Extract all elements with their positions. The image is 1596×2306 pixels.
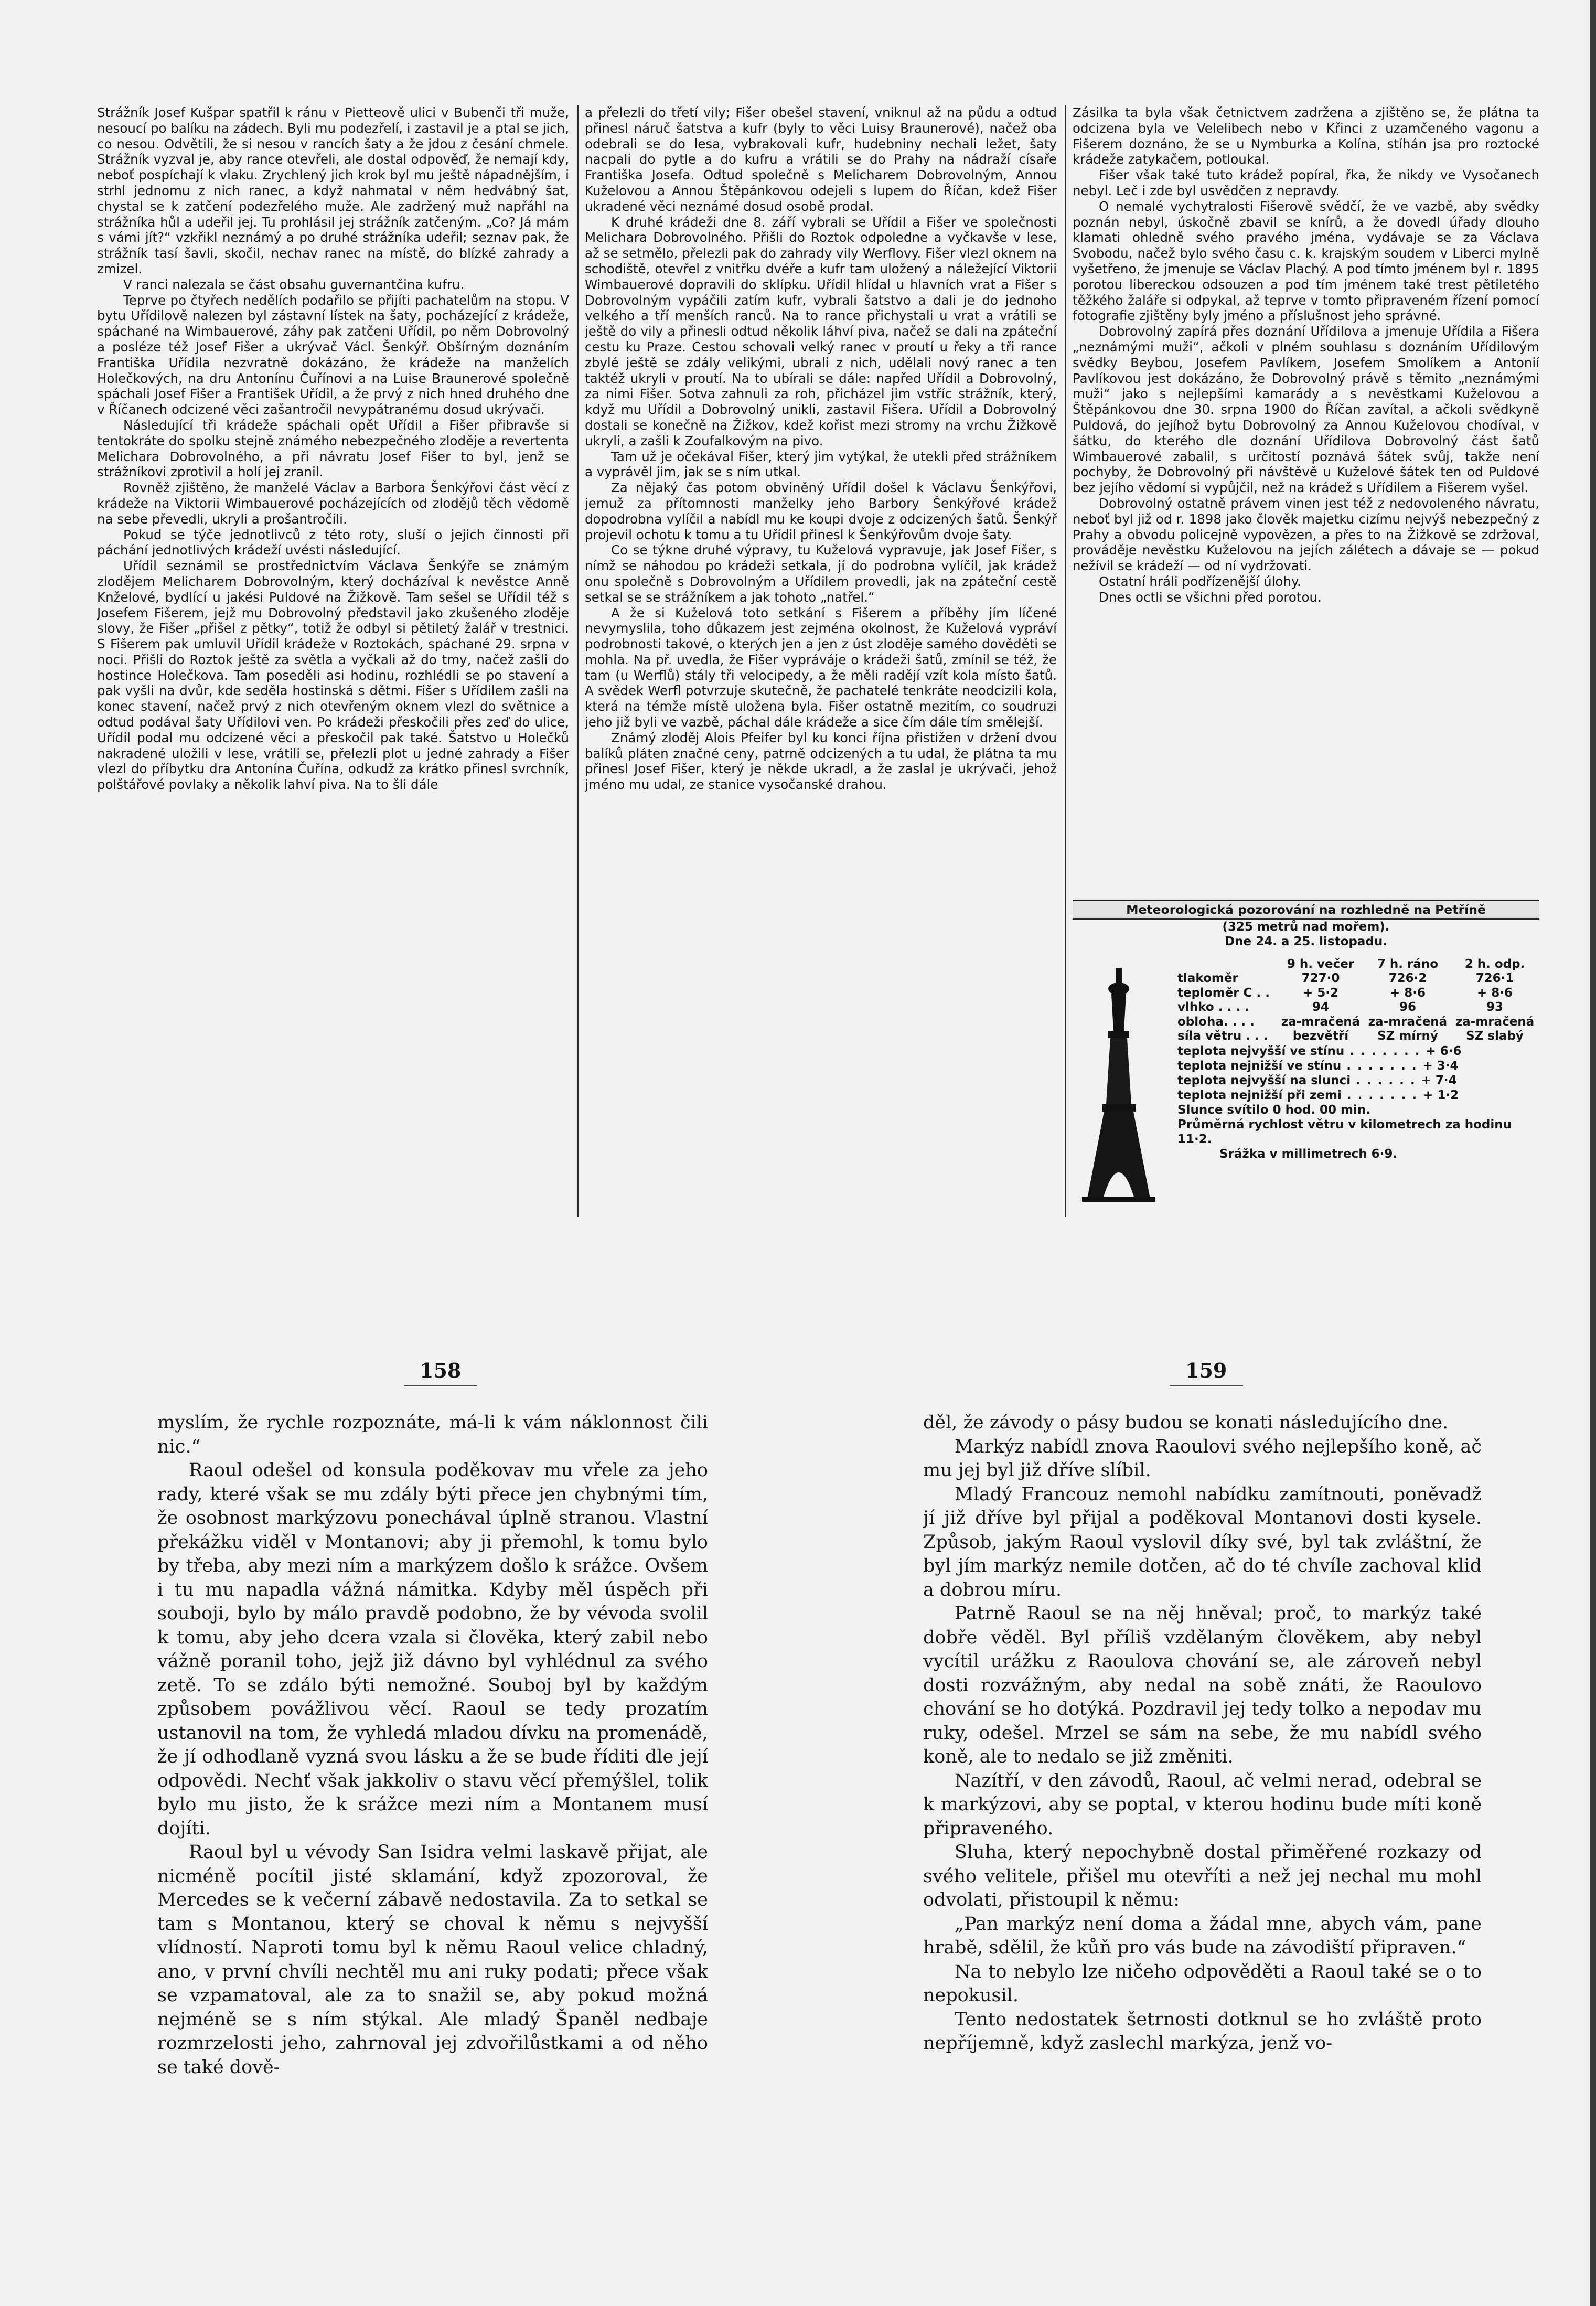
cell: + 8·6 — [1389, 986, 1426, 1000]
paragraph: Uřídil seznámil se prostřednictvím Václava Šenkýře se známým zlodějem Melicharem Dobrovolným, který docházíval k nevěstce Anně Knželové, bydlící u jakési Puldové na Žižkově. Tam sešel se Uřídil též s Josefem Fišerem, jejž mu Dobrovolný představil jako zkušeného zloděje slovy, že Fišer „přišel z pětky“, totiž že odbyl si pětiletý žalář v trestnici. S Fišerem pak umluvil Uřídil krádeže v Roztokách, spáchané 29. srpna v noci. Přišli do Roztok ještě za světla a vyčkali až do tmy, načež zašli do hostince Holečkova. Tam poseděli asi hodinu, rozhlédli se po stavení a pak vyšli na dvůr, kde seděla hostinská s dětmi. Fišer s Uřídilem zašli na konec stavení, načež prvý z nich otevřeným oknem vlezl do světnice a odtud podával šaty Uřídilovi ven. Po krádeži přeskočili přes zeď do ulice, Uřídil podal mu odcizené věci a přeskočil pak také. Šatstvo u Holečků nakradené uložili v lese, vrátili se, přelezli plot u jedné zahrady a Fišer vlezl do příbytku dra Antonína Čuřína, odkudž za krátko přinesl svrchník, polštářové povlaky a několik lahví piva. Na to šli dále — [97, 558, 569, 793]
paragraph: Nazítří, v den závodů, Raoul, ač velmi nerad, odebral se k markýzovi, aby se poptal, v kterou hodinu bude míti koně připraveného. — [923, 1770, 1482, 1839]
paragraph: Za nějaký čas potom obviněný Uřídil došel k Václavu Šenkýřovi, jemuž za přítomnosti manželky jeho Barbory Šenkýřové krádež dopodrobna vylíčil a nabídl mu ke koupi dvoje z odcizených šatů. Šenkýř projevil ochotu k tomu a tu Uřídil přinesl k Šenkýřovům dvoje šaty. — [585, 480, 1057, 542]
weather-report — [1073, 900, 1539, 1217]
cell: SZ mírný — [1377, 1029, 1438, 1043]
column-header: 2 h. odp. — [1464, 957, 1525, 971]
weather-row — [1177, 971, 1539, 986]
weather-date: Dne 24. a 25. listopadu. — [1225, 935, 1387, 948]
scan-edge — [1590, 0, 1596, 2306]
paragraph: Fišer však také tuto krádež popíral, řka, že nikdy ve Vysočanech nebyl. Leč i zde byl usvědčen z nepravdy. — [1073, 167, 1539, 198]
cell: za-mračená — [1281, 1015, 1361, 1029]
book-page-left — [157, 1411, 708, 2250]
weather-sun: Slunce svítilo 0 hod. 00 min. — [1177, 1103, 1370, 1117]
column-header: 7 h. ráno — [1377, 957, 1439, 971]
row-label: teploměr C . . — [1177, 986, 1270, 1000]
paragraph: Raoul odešel od konsula poděkovav mu vřele za jeho rady, které však se mu zdály býti přece jen chybnými tím, že osobnost markýzovu ponechával úplně stranou. Vlastní překážku viděl v Montanovi; aby ji přemohl, k tomu bylo by třeba, aby mezi ním a markýzem došlo k srážce. Ovšem i tu mu napadla vážná námitka. Kdyby měl úspěch při souboji, bylo by málo pravdě podobno, že by vévoda svolil k tomu, aby jeho dcera vzala si člověka, který zabil nebo vážně poranil toho, jejž již dávno byl vyhlédnul za svého zetě. To se zdálo býti nemožné. Souboj byl by každým způsobem povážlivou věcí. Raoul se tedy prozatím ustanovil na tom, že vyhledá mladou dívku na promenádě, že jí odhodlaně vyzná svou lásku a že se bude říditi dle její odpovědi. Nechť však jakkoliv o stavu věcí přemýšlel, tolik bylo mu jisto, že k srážce mezi ním a Montanem musí dojíti. — [157, 1460, 708, 1839]
paragraph: Na to nebylo lze ničeho odpověděti a Raoul také se o to nepokusil. — [923, 1961, 1482, 2006]
paragraph: Dnes octli se všichni před porotou. — [1099, 589, 1322, 605]
weather-wind: Průměrná rychlost větru v kilometrech za hodinu 11·2. — [1177, 1117, 1512, 1146]
paragraph: Následující tři krádeže spáchali opět Uřídil a Fišer přibravše si tentokráte do spolku stejně známého nebezpečného zloděje a revertenta Melichara Dobrovolného, a při návratu Josef Fišer to byl, jenž se strážníkovi zprotivil a holí jej zranil. — [97, 417, 569, 480]
newspaper-section — [97, 105, 1539, 1217]
cell: 726·2 — [1388, 971, 1427, 985]
paragraph: Dobrovolný zapírá přes doznání Uřídilova a jmenuje Uřídila a Fišera „neznámými muži“, ačkoli v plném souhlasu s doznáním Uřídilovým svědky Beybou, Josefem Pavlíkem, Josefem Smolíkem a Antonií Pavlíkovou jest dokázáno, že Dobrovolný právě s těmito „neznámými muži“ jako s nejlepšími kamarády a s nevěstkami Kuželovou a Štěpánkovou dne 30. srpna 1900 do Říčan zavítal, a ačkoli svědkyně Puldová, do jejíhož bytu Dobrovolný za Annou Kuželovou chodíval, v šátku, do kterého dle doznání Uřídilova Dobrovolný část šatů Wimbauerové zabalil, s určitostí poznává šátek svůj, takže není pochyby, že Dobrovolný při návštěvě u Kuželové šátek ten od Puldové bez jejího vědomí si vypůjčil, než na krádež s Uřídilem a Fišerem vyšel. — [1073, 324, 1539, 496]
petrin-tower-icon — [1077, 968, 1161, 1204]
column-divider — [577, 105, 579, 1217]
weather-stat: teplota nejnižší při zemi . . . . . . . + 1·2 — [1177, 1088, 1459, 1102]
paragraph: Co se týkne druhé výpravy, tu Kuželová vypravuje, jak Josef Fišer, s nímž se náhodou po krádeži setkala, jí do podrobna vylíčil, jak krádež onu společně s Dobrovolným a Uřídilem provedli, jak na zpáteční cestě setkal se se strážníkem a jak tohoto „natřel.“ — [585, 542, 1057, 605]
cell: za-mračená — [1368, 1015, 1448, 1029]
paragraph: Sluha, který nepochybně dostal přiměřené rozkazy od svého velitele, přišel mu otevříti a než jej nechal mu mohl odvolati, přistoupil k němu: — [923, 1842, 1482, 1910]
paragraph: K druhé krádeži dne 8. září vybrali se Uřídil a Fišer ve společnosti Melichara Dobrovolného. Přišli do Roztok odpoledne a vyčkavše v lese, až se setmělo, přelezli pak do zahrady vily Werflovy. Fišer vlezl oknem na schodiště, otevřel z vnitřku dvéře a kufr tam uložený a náležející Viktorii Wimbauerové dopravili do sklípku. Uřídil hlídal u hlavních vrat a Fišer s Dobrovolným vypáčili zatím kufr, vybrali šatstvo a dali je do jednoho velkého a tří menších ranců. Na to rance přichystali u vrat a vrátili se ještě do vily a přinesli odtud několik láhví piva, načež se dali na zpáteční cestu ku Praze. Cestou schovali velký ranec v proutí u řeky a tři rance zbylé ještě se zdály velikými, ubrali z nich, udělali nový ranec a ten taktéž ukryli v proutí. Na to ubírali se dále: napřed Uřídil a Dobrovolný, za nimi Fišer. Sotva zahnuli za roh, přicházel jim vstříc strážník, který, když mu Uřídil a Dobrovolný unikli, zastavil Fišera. Uřídil a Dobrovolný dostali se konečně na Žižkov, kdež kořist mezi stromy na vrchu Žižkově ukryli, a zašli k Zoufalkovým na pivo. — [585, 214, 1057, 449]
paragraph: Tento nedostatek šetrnosti dotknul se ho zvláště proto nepříjemně, když zaslechl markýza, jenž vo- — [923, 2009, 1482, 2054]
paragraph: Tam už je očekával Fišer, který jim vytýkal, že utekli před strážníkem a vyprávěl jim, jak se s ním utkal. — [585, 449, 1057, 480]
weather-stat: teplota nejvyšší ve stínu . . . . . . . + 6·6 — [1177, 1044, 1462, 1058]
paragraph: Pokud se týče jednotlivců z této roty, sluší o jejich činnosti při páchání jednotlivých krádeží uvésti následující. — [97, 527, 569, 558]
weather-title: Meteorologická pozorování na rozhledně na Petříně — [1073, 900, 1539, 920]
cell: 727·0 — [1301, 971, 1340, 985]
newspaper-column-3 — [1073, 105, 1539, 897]
weather-table-header — [1177, 957, 1539, 971]
column-divider — [1065, 105, 1066, 1217]
paragraph: a přelezli do třetí vily; Fišer obešel stavení, vniknul až na půdu a odtud přinesl náruč šatstva a kufr (byly to věci Luisy Braunerové), načež oba odebrali se do lesa, vybrakovali kufr, hudebniny nechali ležet, šaty nacpali do pytle a do kufru a vrátili se do Prahy na nádraží císaře Františka Josefa. Odtud společně s Melicharem Dobrovolným, Annou Kuželovou a Annou Štěpánkovou odejeli s lupem do Říčan, kdež Fišer ukradené věci neznámé dosud osobě prodal. — [585, 105, 1057, 214]
row-label: síla větru . . . — [1177, 1029, 1268, 1043]
book-page-right — [923, 1411, 1482, 2250]
paragraph: V ranci nalezala se část obsahu guvernantčina kufru. — [123, 276, 465, 292]
newspaper-column-1 — [97, 105, 569, 1217]
paragraph: myslím, že rychle rozpoznáte, má-li k vám náklonnost čili nic.“ — [157, 1412, 708, 1457]
paragraph: Známý zloděj Alois Pfeifer byl ku konci října přistižen v držení dvou balíků pláten značné ceny, patrně odcizených a tu udal, že plátna ta mu přinesl Josef Fišer, který je někde ukradl, a že zaslal je ukrývači, jehož jméno mu udal, ze stanice vysočanské drahou. — [585, 730, 1057, 793]
cell: SZ slabý — [1466, 1029, 1524, 1043]
cell: + 5·2 — [1302, 986, 1339, 1000]
paragraph: Strážník Josef Kušpar spatřil k ránu v Pietteově ulici v Bubenči tři muže, nesoucí po balíku na zádech. Byli mu podezřelí, i zastavil je a ptal se jich, co nesou. Odvětili, že si nesou v rancích šaty a že jdou z česání chmele. Strážník vyzval je, aby rance otevřeli, ale dostal odpověď, že nemají kdy, neboť pospíchají k vlaku. Zrychlený jich krok byl mu ještě nápadnějším, i strhl jednomu z nich ranec, a když nahmatal v něm hedvábný šat, chystal se k zatčení podezřelého muže. Ale zadržený muž napřáhl na strážníka hůl a udeřil jej. Tu prohlásil jej strážník zatčeným. „Co? Já mám s vámi jít?“ vzkřikl neznámý a po druhé strážníka udeřil; seznav pak, že strážník tasí šavli, skočil, nechav ranec na místě, do blízké zahrady a zmizel. — [97, 105, 569, 276]
row-label: vlhko . . . . — [1177, 1000, 1249, 1014]
cell: 93 — [1486, 1000, 1503, 1014]
weather-table — [1177, 957, 1539, 1161]
page-number-rule — [404, 1385, 477, 1386]
cell: + 8·6 — [1476, 986, 1513, 1000]
paragraph: Markýz nabídl znova Raoulovi svého nejlepšího koně, ač mu jej byl již dříve slíbil. — [923, 1436, 1482, 1481]
column-header: 9 h. večer — [1287, 957, 1355, 971]
paragraph: Ostatní hráli podřízenější úlohy. — [1099, 573, 1301, 589]
weather-row — [1177, 986, 1539, 1001]
weather-rain: Srážka v millimetrech 6·9. — [1219, 1147, 1398, 1161]
newspaper-column-2 — [585, 105, 1057, 1217]
paragraph: Teprve po čtyřech nedělích podařilo se přijíti pachatelům na stopu. V bytu Uřídilově nalezen byl zástavní lístek na šaty, pocházející z krádeže, spáchané na Wimbauerové, záhy pak zatčeni Uřídil, po něm Dobrovolný a posléze též Josef Fišer a ukrývač Václ. Šenkýř. Obšírným doznáním Františka Uřídila nezvratně dokázáno, že krádeže na manželích Holečkových, na dru Antonínu Čuřínovi a na Luise Braunerové společně spáchali Josef Fišer a František Uřídil, a že prvý z nich hned druhého dne v Říčanech odcizené věci zašantročil nevypátranému dosud ukrývači. — [97, 292, 569, 418]
weather-subtitle: (325 metrů nad mořem). — [1222, 920, 1390, 934]
paragraph: Dobrovolný ostatně právem vinen jest též z nedovoleného návratu, neboť byl již od r. 1898 jako člověk majetku cizímu nejvýš nebezpečný z Prahy a obvodu policejně vypovězen, a přes to na Žižkově se zdržoval, prováděje nevěstku Kuželovou na jejích zálétech a dávaje se — pokud nežívil se krádeží — od ní vydržovati. — [1073, 495, 1539, 574]
cell: za-mračená — [1455, 1015, 1535, 1029]
weather-stat: teplota nejnižší ve stínu . . . . . . . + 3·4 — [1177, 1059, 1459, 1073]
paragraph: Mladý Francouz nemohl nabídku zamítnouti, poněvadž jí již dříve byl přijal a poděkoval Montanovi dosti kysele. Způsob, jakým Raoul vyslovil díky své, byl tak zvláštní, že byl jím markýz nemile dotčen, ač do té chvíle zachoval klid a dobrou míru. — [923, 1483, 1482, 1600]
weather-row — [1177, 1000, 1539, 1015]
cell: bezvětří — [1292, 1029, 1349, 1043]
weather-stat: teplota nejvyšší na slunci . . . . . . + 7·4 — [1177, 1073, 1457, 1087]
cell: 96 — [1399, 1000, 1416, 1014]
page-number-rule — [1170, 1385, 1243, 1386]
paragraph: O nemalé vychytralosti Fišerově svědčí, že ve vazbě, aby svědky poznán nebyl, úskočně zbavil se knírů, a že dovedl úřady dlouho klamati ohledně svého pravého jména, vydávaje se za Václava Svobodu, načež bylo svého času c. k. krajským soudem v Liberci mylně vyšetřeno, že jmenuje se Václav Plachý. A pod tímto jménem byl r. 1895 porotou libereckou odsouzen a pod tím jménem také trest pětiletého těžkého žaláře si odpykal, až teprve v tomto připraveném řízení pomocí fotografie zjištěny byly jméno a příslušnost jeho správné. — [1073, 198, 1539, 324]
paragraph: děl, že závody o pásy budou se konati následujícího dne. — [923, 1412, 1449, 1433]
weather-row — [1177, 1029, 1539, 1044]
cell: 94 — [1312, 1000, 1329, 1014]
weather-row — [1177, 1015, 1539, 1030]
page-number-left: 158 — [420, 1359, 462, 1382]
cell: 726·1 — [1475, 971, 1514, 985]
paragraph: Zásilka ta byla však četnictvem zadržena a zjištěno se, že plátna ta odcizena byla ve Velelibech nebo v Křinci z uzamčeného vagonu a Fišerem doznáno, že se u Nymburka a Kolína, stíhán jsa pro roztocké krádeže zatykačem, potloukal. — [1073, 105, 1539, 167]
row-label: tlakoměr — [1177, 971, 1238, 985]
page-number-right: 159 — [1185, 1359, 1227, 1382]
paragraph: Rovněž zjištěno, že manželé Václav a Barbora Šenkýřovi část věcí z krádeže na Viktorii Wimbauerové pocházejících od zlodějů těch vědomě na sebe převedli, ukryli a prošantročili. — [97, 480, 569, 527]
row-label: obloha. . . . — [1177, 1015, 1255, 1029]
paragraph: Raoul byl u vévody San Isidra velmi laskavě přijat, ale nicméně pocítil jisté sklamání, když zpozoroval, že Mercedes se k večerní zábavě nedostavila. Za to setkal se tam s Montanou, který se choval k němu s nejvyšší vlídností. Naproti tomu byl k němu Raoul velice chladný, ano, v první chvíli nechtěl mu ani ruky podati; přece však se vzpamatoval, ale za to snažil se, aby pokud možná nejméně se s ním stýkal. Ale mladý Španěl nedbaje rozmrzelosti jeho, zahrnoval jej zdvořilůstkami a od něho se také dově- — [157, 1842, 708, 2078]
paragraph: „Pan markýz není doma a žádal mne, abych vám, pane hrabě, sdělil, že kůň pro vás bude na závodiští připraven.“ — [923, 1913, 1482, 1958]
paragraph: Patrně Raoul se na něj hněval; proč, to markýz také dobře věděl. Byl příliš vzdělaným člověkem, aby nebyl vycítil urážku z Raoulova chování se, ale zároveň nebyl dosti rozvážným, aby nedal na sobě znáti, že Raoulovo chování se ho dotýká. Pozdravil jej tedy tolko a nepodav mu ruky, odešel. Mrzel se sám na sebe, že mu nabídl svého koně, ale to nedalo se již změniti. — [923, 1603, 1482, 1767]
paragraph: A že si Kuželová toto setkání s Fišerem a příběhy jím líčené nevymyslila, toho důkazem jest zejména okolnost, že Kuželová vypráví podrobnosti takové, o kterých jen a jen z úst zloděje samého dověděti se mohla. Na př. uvedla, že Fišer vypráváje o krádeži šatů, zmínil se též, že tam (u Werflů) stály tři velocipedy, a že měli radějí vzít kola místo šatů. A svědek Werfl potvrzuje skutečně, že pachatelé tenkráte neodcizili kola, která na témže místě uložena byla. Fišer ostatně mezitím, co soudruzi jeho již byli ve vazbě, páchal dále krádeže a sice čím dále tím smělejší. — [585, 605, 1057, 730]
